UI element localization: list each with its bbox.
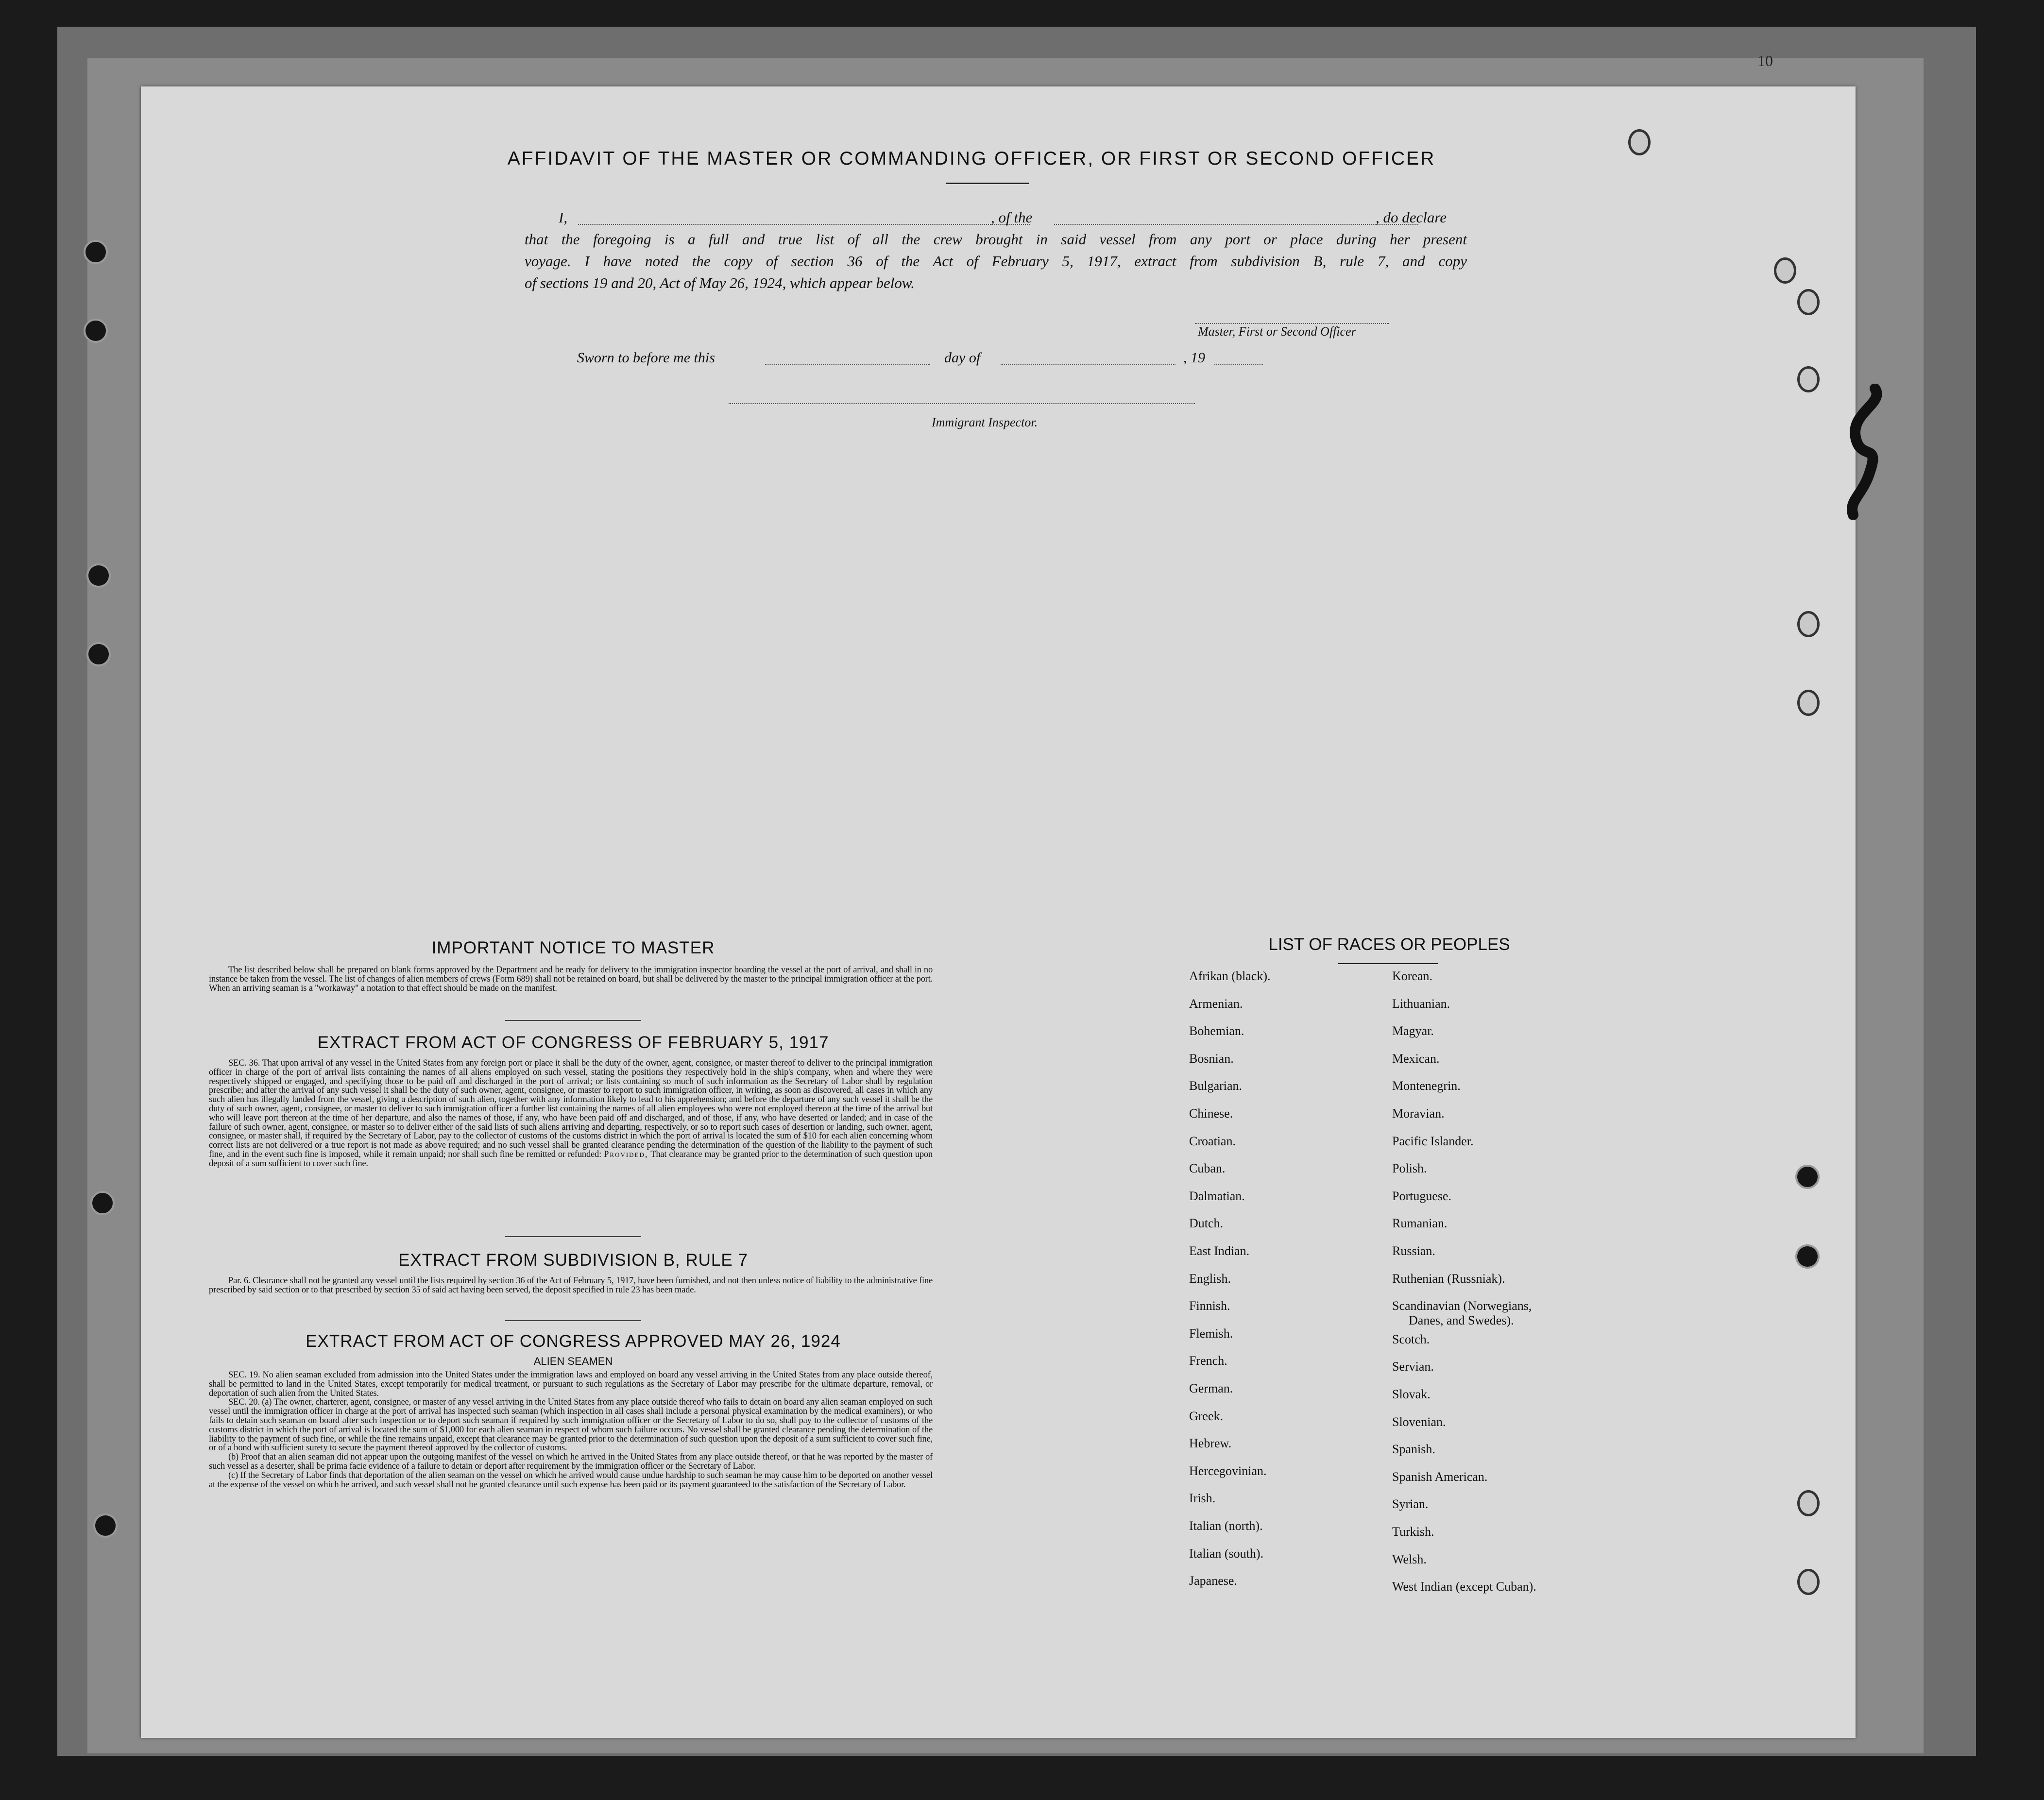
- vessel-field[interactable]: [1054, 224, 1418, 225]
- binder-hole: [90, 1191, 115, 1215]
- binder-hole: [1797, 366, 1820, 392]
- race-item: Servian.: [1392, 1359, 1434, 1374]
- races-title: LIST OF RACES OR PEOPLES: [1268, 935, 1510, 954]
- race-item: East Indian.: [1189, 1244, 1250, 1258]
- document-page: [141, 86, 1856, 1738]
- binder-hole: [86, 642, 111, 666]
- race-item: Hebrew.: [1189, 1436, 1232, 1451]
- race-item: Finnish.: [1189, 1299, 1230, 1313]
- binder-hole: [1795, 1244, 1820, 1269]
- sworn-day-field[interactable]: [765, 364, 930, 365]
- act-1924-subtitle: ALIEN SEAMEN: [533, 1355, 613, 1367]
- declaration-line-4: of sections 19 and 20, Act of May 26, 1924, which appear below.: [525, 274, 915, 291]
- title-underline: [946, 183, 1029, 184]
- race-item: Syrian.: [1392, 1497, 1429, 1511]
- declaration-line-3: voyage. I have noted the copy of section 36 of the Act of February 5, 1917, extract from subdivision B, rule 7, and copy: [525, 253, 1467, 270]
- act-1917-text-a: SEC. 36. That upon arrival of any vessel in the United States from any foreign port or place it shall be the duty of the owner, agent, consignee, or master thereof to deliver to the principal immigration officer in charge of the port of arrival lists containing the names of all aliens employed on such vessel, stating the positions they respectively hold in the ship's company, when and where they were respectively shipped or engaged, and specifying those to be paid off and discharged in the port of arrival; or lists containing so much of such information as the Secretary of Labor shall by regulation prescribe; and after the arrival of any such vessel it shall be the duty of such owner, agent, consignee, or master to report to such immigration officer, in writing, as soon as discovered, all cases in which any such alien has illegally landed from the vessel, giving a description of such alien, together with any information likely to lead to his apprehension; and before the departure of any such vessel it shall be the duty of such owner, agent, consignee, or master to deliver to such immigration officer a further list containing the names of all alien employees who were not employed thereon at the time of the arrival but who will leave port thereon at the time of her departure, and also the names of those, if any, who have been paid off and discharged, and of those, if any, who have deserted or landed; and in case of the failure of such owner, agent, consignee, or master so to deliver either of the said lists of such aliens arriving and departing, respectively, or so to report such cases of desertion or landing, such owner, agent, consignee, or master shall, if required by the Secretary of Labor, pay to the collector of customs of the customs district in which the port of arrival is located the sum of $10 for each alien concerning whom correct lists are not delivered or a true report is not made as above required; and no such vessel shall be granted clearance pending the determination of the question of the liability to the payment of such fine, and in the event such fine is imposed, while it remain unpaid; nor shall such fine be remitted or refunded:: [209, 1058, 933, 1159]
- race-item: Bosnian.: [1189, 1051, 1234, 1066]
- affidavit-title: AFFIDAVIT OF THE MASTER OR COMMANDING OFFICER, OR FIRST OR SECOND OFFICER: [507, 148, 1436, 169]
- race-item: Spanish American.: [1392, 1469, 1488, 1484]
- act-1924-title: EXTRACT FROM ACT OF CONGRESS APPROVED MAY 26, 1924: [306, 1332, 841, 1351]
- race-item: Cuban.: [1189, 1161, 1226, 1176]
- act-1917-provided: Provided,: [604, 1149, 648, 1159]
- act-1924-sec20c: (c) If the Secretary of Labor finds that deportation of the alien seaman on the vessel on which he arrived would cause undue hardship to such seaman he may cause him to be deported on another vessel at the expense of the vessel on which he arrived, and such vessel shall not be granted clearance until such expense has been paid or its payment guaranteed to the satisfaction of the Secretary of Labor.: [209, 1470, 933, 1490]
- race-item: Italian (north).: [1189, 1519, 1263, 1533]
- binder-hole: [1797, 1490, 1820, 1516]
- race-item: Irish.: [1189, 1491, 1216, 1506]
- race-item: Chinese.: [1189, 1106, 1233, 1121]
- race-item: Italian (south).: [1189, 1546, 1264, 1561]
- race-item: Scotch.: [1392, 1332, 1430, 1346]
- notice-text: The list described below shall be prepared on blank forms approved by the Department and be ready for delivery to the immigration inspector boarding the vessel at the port of arrival, and shall in no instance be taken from the vessel. The list of changes of alien members of crews (Form 689) shall not be retained on board, but shall be delivered by the master to the principal immigration officer at the port. When an arriving seaman is a "workaway" a notation to that effect should be made on the manifest.: [209, 965, 933, 993]
- race-item: Croatian.: [1189, 1134, 1236, 1148]
- race-item: Spanish.: [1392, 1442, 1435, 1457]
- race-item: English.: [1189, 1271, 1231, 1286]
- binder-hole: [1797, 611, 1820, 637]
- race-item: Afrikan (black).: [1189, 969, 1271, 983]
- race-item: Slovenian.: [1392, 1414, 1446, 1429]
- race-item: West Indian (except Cuban).: [1392, 1579, 1536, 1594]
- race-item: Turkish.: [1392, 1525, 1434, 1539]
- act-1924-sec19: SEC. 19. No alien seaman excluded from admission into the United States under the immigration laws and employed on board any vessel arriving in the United States from any place outside thereof, shall be permitted to land in the United States, except temporarily for medical treatment, or pursuant to such regulations as the Secretary of Labor may prescribe for the ultimate departure, removal, or deportation of such alien from the United States.: [209, 1370, 933, 1398]
- race-item: Polish.: [1392, 1161, 1427, 1176]
- race-item: Mexican.: [1392, 1051, 1440, 1066]
- race-item: Portuguese.: [1392, 1189, 1452, 1203]
- ink-scribble: [1841, 384, 1887, 520]
- notice-title: IMPORTANT NOTICE TO MASTER: [431, 938, 715, 957]
- master-signature-label: Master, First or Second Officer: [1198, 324, 1356, 339]
- inspector-signature-label: Immigrant Inspector.: [932, 415, 1038, 429]
- divider: [505, 1236, 641, 1237]
- race-item: Bulgarian.: [1189, 1079, 1243, 1093]
- binder-hole: [1797, 289, 1820, 315]
- race-item: Danes, and Swedes).: [1409, 1313, 1514, 1328]
- do-declare-label: , do declare: [1376, 209, 1447, 226]
- race-item: Russian.: [1392, 1244, 1435, 1258]
- binder-hole: [84, 240, 108, 264]
- race-item: French.: [1189, 1354, 1227, 1368]
- binder-hole: [1795, 1165, 1820, 1189]
- act-1917-text-b: That clearance may be granted prior to the determination of such question upon deposit of a sum sufficient to cover such fine.: [209, 1149, 933, 1169]
- race-item: Slovak.: [1392, 1387, 1431, 1401]
- sworn-year-field[interactable]: [1214, 364, 1263, 365]
- binder-hole: [1774, 257, 1796, 284]
- of-the-label: , of the: [991, 209, 1033, 226]
- race-item: Rumanian.: [1392, 1216, 1448, 1231]
- race-item: Flemish.: [1189, 1326, 1233, 1341]
- corner-number: 10: [1757, 52, 1773, 69]
- name-field[interactable]: [578, 224, 1030, 225]
- race-item: Lithuanian.: [1392, 996, 1450, 1011]
- race-item: Japanese.: [1189, 1574, 1237, 1588]
- race-item: Welsh.: [1392, 1552, 1427, 1566]
- act-1924-sec20a: SEC. 20. (a) The owner, charterer, agent, consignee, or master of any vessel arriving in the United States from any place outside thereof who fails to detain on board any alien seaman employed on such vessel until the immigration officer in charge at the port of arrival has inspected such seaman (which inspection in all cases shall include a personal physical examination by the medical examiners), or who fails to detain such seaman on board after such inspection or to deport such seaman if required by such immigration officer or the Secretary of Labor to do so, shall pay to the collector of customs of the customs district in which the port of arrival is located the sum of $1,000 for each alien seaman in respect of whom such failure occurs. No vessel shall be granted clearance pending the determination of the liability to the payment of such fine, or while the fine remains unpaid, except that clearance may be granted prior to the determination of such question upon the deposit of a sum sufficient to cover such fine, or of a bond with sufficient surety to secure the payment thereof approved by the collector of customs.: [209, 1397, 933, 1453]
- day-of-label: day of: [944, 350, 981, 366]
- declaration-line-2: that the foregoing is a full and true list of all the crew brought in said vessel from any port or place during her present: [525, 231, 1467, 248]
- race-item: Magyar.: [1392, 1024, 1434, 1038]
- race-item: Pacific Islander.: [1392, 1134, 1474, 1148]
- race-item: Bohemian.: [1189, 1024, 1244, 1038]
- rule-7-text: Par. 6. Clearance shall not be granted any vessel until the lists required by section 36 of the Act of February 5, 1917, have been furnished, and not then unless notice of liability to the administrative fine prescribed by said section or to that prescribed by section 35 of said act having been served, the deposit specified in rule 23 has been made.: [209, 1276, 933, 1295]
- race-item: Korean.: [1392, 969, 1433, 983]
- master-signature-field[interactable]: [1195, 323, 1389, 324]
- act-1917-title: EXTRACT FROM ACT OF CONGRESS OF FEBRUARY 5, 1917: [317, 1033, 829, 1052]
- race-item: Dutch.: [1189, 1216, 1224, 1231]
- declaration-line-1: [525, 206, 1467, 228]
- race-item: Dalmatian.: [1189, 1189, 1245, 1203]
- act-1924-sec20b: (b) Proof that an alien seaman did not appear upon the outgoing manifest of the vessel on which he arrived in the United States from any place outside thereof, or that he was reported by the master of such vessel as a deserter, shall be prima facie evidence of a failure to detain or deport after requirement by the immigration officer or the Secretary of Labor.: [209, 1452, 933, 1471]
- sworn-label: Sworn to before me this: [577, 350, 715, 366]
- race-item: Scandinavian (Norwegians,: [1392, 1299, 1532, 1313]
- race-item: German.: [1189, 1381, 1233, 1395]
- divider: [505, 1020, 641, 1021]
- declaration-start: I,: [559, 209, 568, 226]
- binder-hole: [86, 563, 111, 588]
- race-item: Montenegrin.: [1392, 1079, 1461, 1093]
- year-label: , 19: [1183, 350, 1205, 366]
- act-1924-text: [209, 1371, 933, 1489]
- binder-hole: [1797, 690, 1820, 716]
- races-title-underline: [1338, 963, 1438, 964]
- race-item: Greek.: [1189, 1409, 1224, 1423]
- rule-7-title: EXTRACT FROM SUBDIVISION B, RULE 7: [398, 1251, 748, 1270]
- race-item: Hercegovinian.: [1189, 1463, 1267, 1478]
- race-item: Armenian.: [1189, 996, 1243, 1011]
- act-1917-text: [209, 1059, 933, 1169]
- binder-hole: [1797, 1569, 1820, 1595]
- binder-hole: [1628, 129, 1651, 155]
- divider: [505, 1320, 641, 1321]
- binder-hole: [93, 1513, 118, 1538]
- binder-hole: [84, 319, 108, 343]
- inspector-signature-field[interactable]: [729, 403, 1195, 404]
- race-item: Moravian.: [1392, 1106, 1445, 1121]
- race-item: Ruthenian (Russniak).: [1392, 1271, 1505, 1286]
- sworn-month-field[interactable]: [1001, 364, 1175, 365]
